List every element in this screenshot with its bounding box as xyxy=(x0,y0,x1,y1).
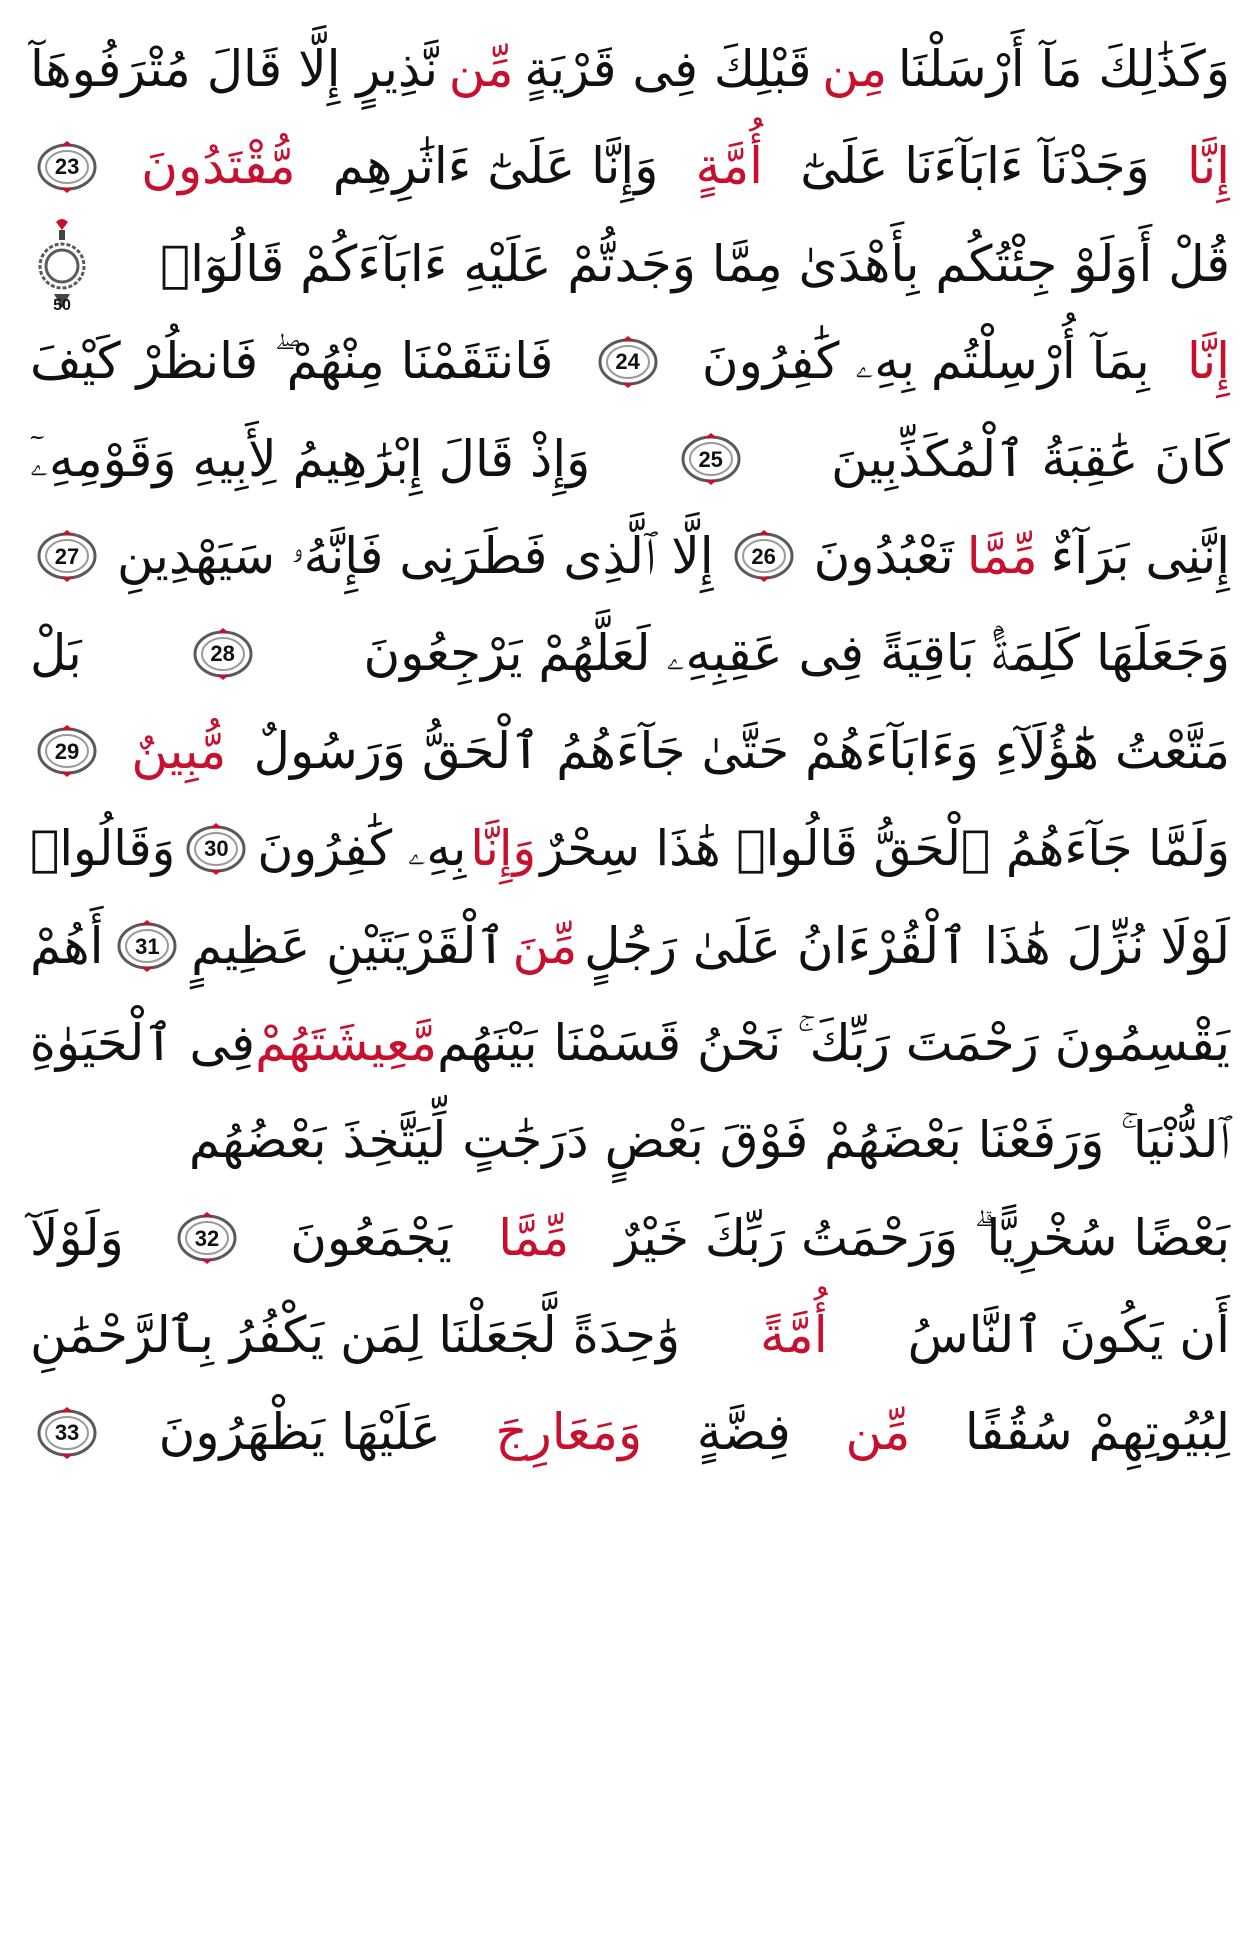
verse-line xyxy=(30,412,1230,507)
verse-line xyxy=(30,1288,1230,1383)
verse-text: وَجَعَلَهَا كَلِمَةًۢ بَاقِيَةً فِى عَقِبِهِۦ لَعَلَّهُمْ يَرْجِعُونَ xyxy=(363,624,1230,683)
sajda-number: 50 xyxy=(53,297,71,315)
verse-line xyxy=(30,1191,1230,1286)
ayah-end-ornament-icon xyxy=(116,920,178,972)
tajweed-highlight-text: مُّبِينٌ xyxy=(131,721,227,780)
ayah-end-ornament-icon xyxy=(176,1212,238,1264)
verse-text: وَإِذْ قَالَ إِبْرَٰهِيمُ لِأَبِيهِ وَقَوْمِهِۦٓ xyxy=(30,429,591,488)
ayah-end-ornament-icon xyxy=(36,725,98,777)
verse-line xyxy=(30,606,1230,701)
verse-line xyxy=(30,996,1230,1091)
ayah-number: 25 xyxy=(698,446,723,472)
verse-text: فِى ٱلْحَيَوٰةِ xyxy=(29,1013,256,1072)
verse-line xyxy=(30,704,1230,799)
verse-text: قُلْ أَوَلَوْ جِئْتُكُم بِأَهْدَىٰ مِمَّا وَجَدتُّمْ عَلَيْهِ ءَابَآءَكُمْ قَالُوٓا۟ xyxy=(160,234,1230,293)
tajweed-highlight-text: مِّمَّا xyxy=(966,526,1038,585)
verse-text: وَجَدْنَآ ءَابَآءَنَا عَلَىٰٓ xyxy=(800,137,1150,196)
verse-text: إِلَّا ٱلَّذِى فَطَرَنِى فَإِنَّهُۥ سَيَهْدِينِ xyxy=(116,526,714,585)
tajweed-highlight-text: وَإِنَّا xyxy=(470,820,537,878)
verse-text: فِضَّةٍ xyxy=(696,1403,791,1462)
tajweed-highlight-text: مَّعِيشَتَهُمْ xyxy=(255,1013,438,1072)
tajweed-highlight-text: إِنَّا xyxy=(1186,332,1230,391)
ayah-number: 27 xyxy=(54,543,80,569)
verse-line xyxy=(30,217,1230,315)
verse-text: ٱلْقَرْيَتَيْنِ عَظِيمٍ xyxy=(191,916,506,975)
ayah-end-ornament-icon xyxy=(192,628,254,680)
verse-text: يَقْسِمُونَ رَحْمَتَ رَبِّكَ ۚ نَحْنُ قَسَمْنَا بَيْنَهُم xyxy=(437,1013,1230,1072)
ayah-end-ornament-icon xyxy=(733,530,795,582)
tajweed-highlight-text: مِّنَ xyxy=(512,916,578,975)
verse-text: وَإِنَّا عَلَىٰٓ ءَاثَٰرِهِم xyxy=(332,137,659,196)
ayah-number: 29 xyxy=(54,738,80,764)
verse-text: وَلَوْلَآ xyxy=(30,1208,124,1267)
verse-text: فَانتَقَمْنَا مِنْهُمْ ۖ فَانظُرْ كَيْفَ xyxy=(30,332,554,391)
ayah-number: 28 xyxy=(210,641,235,667)
verse-text: لِبُيُوتِهِمْ سُقُفًا xyxy=(964,1403,1230,1462)
verse-text: لَوْلَا نُزِّلَ هَٰذَا ٱلْقُرْءَانُ عَلَىٰ رَجُلٍ xyxy=(584,916,1230,975)
verse-text: وَقَالُوا۟ xyxy=(30,820,176,878)
verse-line xyxy=(30,22,1230,117)
tajweed-highlight-text: إِنَّا xyxy=(1186,137,1230,196)
verse-text: وَٰحِدَةً لَّجَعَلْنَا لِمَن يَكْفُرُ بِٱلرَّحْمَٰنِ xyxy=(30,1306,681,1365)
verse-text: إِنَّنِى بَرَآءٌ xyxy=(1050,526,1230,585)
ayah-number: 32 xyxy=(194,1225,220,1251)
tajweed-highlight-text: أُمَّةً xyxy=(760,1306,828,1365)
ayah-end-ornament-icon xyxy=(597,336,659,388)
verse-line xyxy=(30,801,1230,896)
verse-text: نَّذِيرٍ إِلَّا قَالَ مُتْرَفُوهَآ xyxy=(30,40,439,98)
ayah-end-ornament-icon xyxy=(36,530,98,582)
verse-line xyxy=(30,1093,1230,1188)
verse-line xyxy=(30,899,1230,994)
tajweed-highlight-text: مِّمَّا xyxy=(498,1208,570,1267)
ayah-end-ornament-icon xyxy=(185,823,247,875)
tajweed-highlight-text: وَمَعَارِجَ xyxy=(495,1403,643,1462)
verse-text: تَعْبُدُونَ xyxy=(813,526,954,585)
verse-text: وَلَمَّا جَآءَهُمُ ٱلْحَقُّ قَالُوا۟ هَٰذَا سِحْرٌ xyxy=(540,820,1230,878)
sajda-ornament-icon xyxy=(34,216,90,315)
ayah-number: 30 xyxy=(204,836,229,862)
tajweed-highlight-text: مُّقْتَدُونَ xyxy=(141,137,296,196)
verse-text: بَلْ xyxy=(30,624,82,683)
ayah-number: 23 xyxy=(54,154,80,180)
verse-text: يَجْمَعُونَ xyxy=(290,1208,452,1267)
verse-text: أَن يَكُونَ ٱلنَّاسُ xyxy=(907,1306,1230,1365)
verse-text: أَهُمْ xyxy=(30,916,104,975)
verse-text: عَلَيْهَا يَظْهَرُونَ xyxy=(158,1403,441,1462)
tajweed-highlight-text: أُمَّةٍ xyxy=(695,137,764,196)
verse-text: قَبْلِكَ فِى قَرْيَةٍ xyxy=(524,40,812,98)
verse-text: مَتَّعْتُ هَٰٓؤُلَآءِ وَءَابَآءَهُمْ حَتَّىٰ جَآءَهُمُ ٱلْحَقُّ وَرَسُولٌ xyxy=(253,721,1230,780)
tajweed-highlight-text: مِّن xyxy=(845,1403,911,1462)
ayah-end-ornament-icon xyxy=(36,1407,98,1459)
ayah-number: 31 xyxy=(135,933,160,959)
verse-text: بِمَآ أُرْسِلْتُم بِهِۦ كَٰفِرُونَ xyxy=(701,332,1150,391)
ayah-number: 33 xyxy=(54,1420,80,1446)
ayah-end-ornament-icon xyxy=(680,433,742,485)
verse-text: ٱلدُّنْيَا ۚ وَرَفَعْنَا بَعْضَهُمْ فَوْقَ بَعْضٍ دَرَجَٰتٍ لِّيَتَّخِذَ بَعْضُهُم xyxy=(188,1111,1230,1170)
verse-line xyxy=(30,119,1230,214)
ayah-number: 26 xyxy=(751,543,776,569)
verse-line xyxy=(30,314,1230,409)
tajweed-highlight-text: مِن xyxy=(822,40,888,98)
verse-line xyxy=(30,509,1230,604)
verse-text: بِهِۦ كَٰفِرُونَ xyxy=(257,820,467,878)
verse-text: كَانَ عَٰقِبَةُ ٱلْمُكَذِّبِينَ xyxy=(831,429,1230,488)
verse-text: بَعْضًا سُخْرِيًّا ۗ وَرَحْمَتُ رَبِّكَ خَيْرٌ xyxy=(615,1208,1230,1267)
ayah-end-ornament-icon xyxy=(36,141,98,193)
verse-text: وَكَذَٰلِكَ مَآ أَرْسَلْنَا xyxy=(897,40,1230,98)
ayah-number: 24 xyxy=(615,349,640,375)
verse-line xyxy=(30,1385,1230,1480)
tajweed-highlight-text: مِّن xyxy=(448,40,514,98)
